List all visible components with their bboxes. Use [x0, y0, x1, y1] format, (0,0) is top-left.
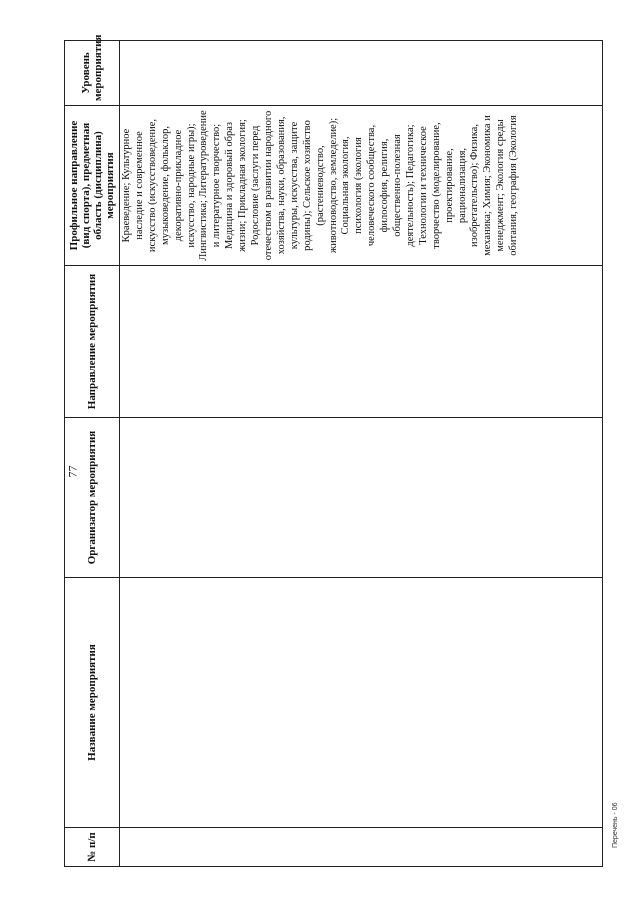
header-profile: Профильное направление (вид спорта), предметная область (дисциплина) мероприятия — [65, 106, 120, 266]
cell-level — [120, 41, 603, 106]
footer-note: Перечень - 06 — [612, 802, 619, 848]
header-level: Уровень мероприятия — [65, 41, 120, 106]
rotated-table-container — [64, 34, 596, 867]
table-header-row — [65, 41, 120, 867]
table-row — [120, 41, 603, 867]
cell-number — [120, 828, 603, 867]
cell-organizer — [120, 418, 603, 578]
cell-event-name — [120, 578, 603, 828]
header-direction: Направление мероприятия — [65, 266, 120, 418]
cell-direction — [120, 266, 603, 418]
header-number: № п/п — [65, 828, 120, 867]
events-table — [64, 34, 603, 867]
header-organizer: Организатор мероприятия — [65, 418, 120, 578]
header-event-name: Название мероприятия — [65, 578, 120, 828]
cell-profile: Краеведение; Культурное наследие и современное искусство (искусствоведение, музыковедение, фольклор, декоративно-прикладное искусство, народные игры); Лингвистика; Литературоведение и литературное творчество; Медицина и здоровый образ жизни; Прикладная экология; Родословие (заслуги перед отечеством в развитии народного хозяйства, науки, образования, культуры, искусства, защите родины); Сельское хозяйство (растениеводство, животноводство, земледелие); Социальная экология, психология (экология человеческого сообщества, философия, религия, общественно-полезная деятельность); Педагогика; Технологии и техническое творчество (моделирование, проектирование, рационализация, изобретательство); Физика, механика; Химия; Экономика и менеджмент; Экология среды обитания, география (Экология — [120, 106, 603, 266]
page-number: 77 — [65, 465, 80, 478]
